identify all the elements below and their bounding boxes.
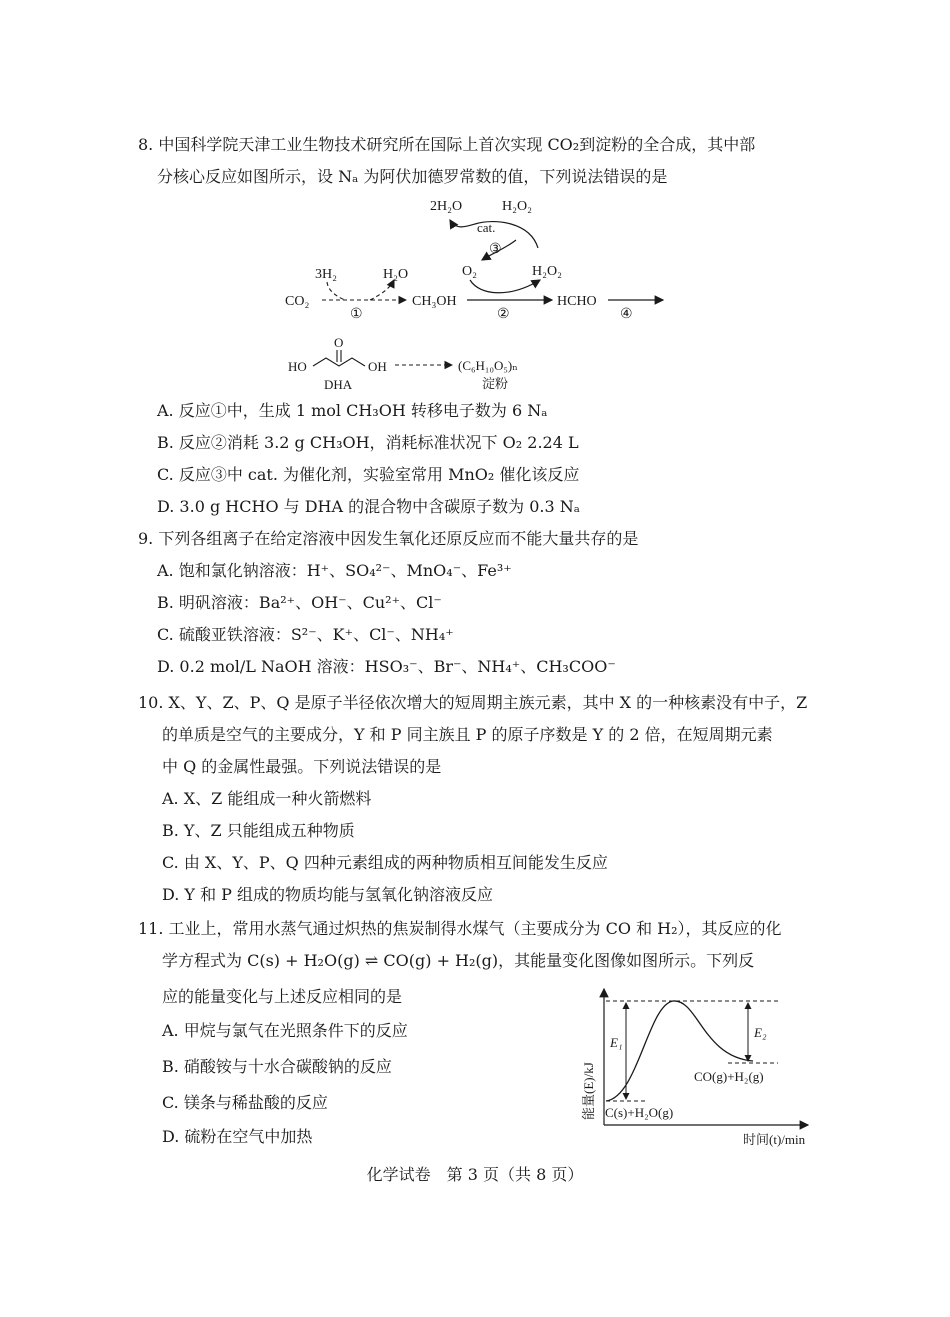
h2o2-out-label: H₂O₂ [532, 264, 562, 279]
q11-option-c: C. 镁条与稀盐酸的反应 [162, 1093, 328, 1112]
q8-stem-line1: 8. 中国科学院天津工业生物技术研究所在国际上首次实现 CO₂到淀粉的全合成，其中部 [138, 135, 756, 154]
q8-option-d: D. 3.0 g HCHO 与 DHA 的混合物中含碳原子数为 0.3 Nₐ [157, 497, 580, 516]
dha-ho-label: HO [288, 359, 307, 374]
q10-option-c: C. 由 X、Y、P、Q 四种元素组成的两种物质相互间能发生反应 [162, 853, 608, 872]
q10-stem-line3: 中 Q 的金属性最强。下列说法错误的是 [162, 757, 442, 776]
q11-stem-line3: 应的能量变化与上述反应相同的是 [162, 987, 403, 1006]
x-axis-label: 时间(t)/min [743, 1132, 806, 1147]
q10-stem-line2: 的单质是空气的主要成分，Y 和 P 同主族且 P 的原子序数是 Y 的 2 倍，在短周期元素 [162, 725, 773, 744]
reactants-label: C(s)+H₂O(g) [605, 1105, 674, 1120]
q11-stem-line1: 11. 工业上，常用水蒸气通过炽热的焦炭制得水煤气（主要成分为 CO 和 H₂），其反应的化 [138, 919, 782, 938]
q8-option-c: C. 反应③中 cat. 为催化剂，实验室常用 MnO₂ 催化该反应 [157, 465, 580, 484]
q8-option-b: B. 反应②消耗 3.2 g CH₃OH，消耗标准状况下 O₂ 2.24 L [157, 433, 579, 452]
q11-energy-graph [578, 985, 818, 1150]
step4-label: ④ [620, 307, 633, 322]
q11-option-a: A. 甲烷与氯气在光照条件下的反应 [162, 1021, 408, 1040]
dha-skeleton [313, 358, 365, 366]
q10-option-d: D. Y 和 P 组成的物质均能与氢氧化钠溶液反应 [162, 885, 494, 904]
step3-label: ③ [489, 242, 502, 257]
ch3oh-label: CH₃OH [412, 294, 457, 309]
q8-reaction-diagram [270, 190, 690, 395]
h2o-dashed-curve [370, 280, 394, 300]
q9-option-a: A. 饱和氯化钠溶液：H⁺、SO₄²⁻、MnO₄⁻、Fe³⁺ [157, 561, 512, 580]
hcho-label: HCHO [557, 294, 597, 309]
products-label: CO(g)+H₂(g) [694, 1069, 764, 1084]
cycle-arrow-to-h2o [450, 220, 475, 227]
energy-curve [606, 1001, 753, 1101]
two-h2o-label: 2H₂O [430, 199, 463, 214]
y-axis-label: 能量(E)/kJ [581, 1062, 596, 1120]
dha-oh-label: OH [368, 359, 387, 374]
q10-stem-line1: 10. X、Y、Z、P、Q 是原子半径依次增大的短周期主族元素，其中 X 的一种核素没有中子，Z [138, 693, 808, 712]
q9-option-d: D. 0.2 mol/L NaOH 溶液：HSO₃⁻、Br⁻、NH₄⁺、CH₃COO⁻ [157, 657, 616, 676]
q11-stem-line2: 学方程式为 C(s) + H₂O(g) ⇌ CO(g) + H₂(g)，其能量变化图像如图所示。下列反 [162, 951, 755, 970]
q8-stem-line2: 分核心反应如图所示，设 Nₐ 为阿伏加德罗常数的值，下列说法错误的是 [157, 167, 668, 186]
starch-label: 淀粉 [482, 376, 509, 391]
co2-label: CO₂ [285, 294, 310, 309]
q9-option-b: B. 明矾溶液：Ba²⁺、OH⁻、Cu²⁺、Cl⁻ [157, 593, 442, 612]
h2o-byproduct-label: H₂O [383, 267, 409, 282]
e2-label: E₂ [754, 1025, 767, 1040]
step1-label: ① [350, 307, 363, 322]
h2-dashed-curve [327, 282, 345, 300]
q11-option-b: B. 硝酸铵与十水合碳酸钠的反应 [162, 1057, 392, 1076]
page-footer: 化学试卷 第 3 页（共 8 页） [366, 1165, 584, 1184]
q9-option-c: C. 硫酸亚铁溶液：S²⁻、K⁺、Cl⁻、NH₄⁺ [157, 625, 454, 644]
dha-label: DHA [324, 377, 353, 392]
o2-label: O₂ [462, 264, 477, 279]
cat-label: cat. [477, 220, 496, 235]
q10-option-b: B. Y、Z 只能组成五种物质 [162, 821, 355, 840]
h2o2-in-label: H₂O₂ [502, 199, 532, 214]
dha-o-label: O [334, 335, 344, 350]
o2-to-h2o2-curve [470, 280, 540, 293]
e1-label: E₁ [610, 1035, 623, 1050]
q10-option-a: A. X、Z 能组成一种火箭燃料 [162, 789, 372, 808]
q11-option-d: D. 硫粉在空气中加热 [162, 1127, 313, 1146]
starch-formula: (C₆H₁₀O₅)ₙ [458, 358, 518, 373]
q9-stem: 9. 下列各组离子在给定溶液中因发生氧化还原反应而不能大量共存的是 [138, 529, 639, 548]
h2-label: 3H₂ [315, 267, 337, 282]
step2-label: ② [497, 307, 510, 322]
q8-option-a: A. 反应①中，生成 1 mol CH₃OH 转移电子数为 6 Nₐ [157, 401, 548, 420]
